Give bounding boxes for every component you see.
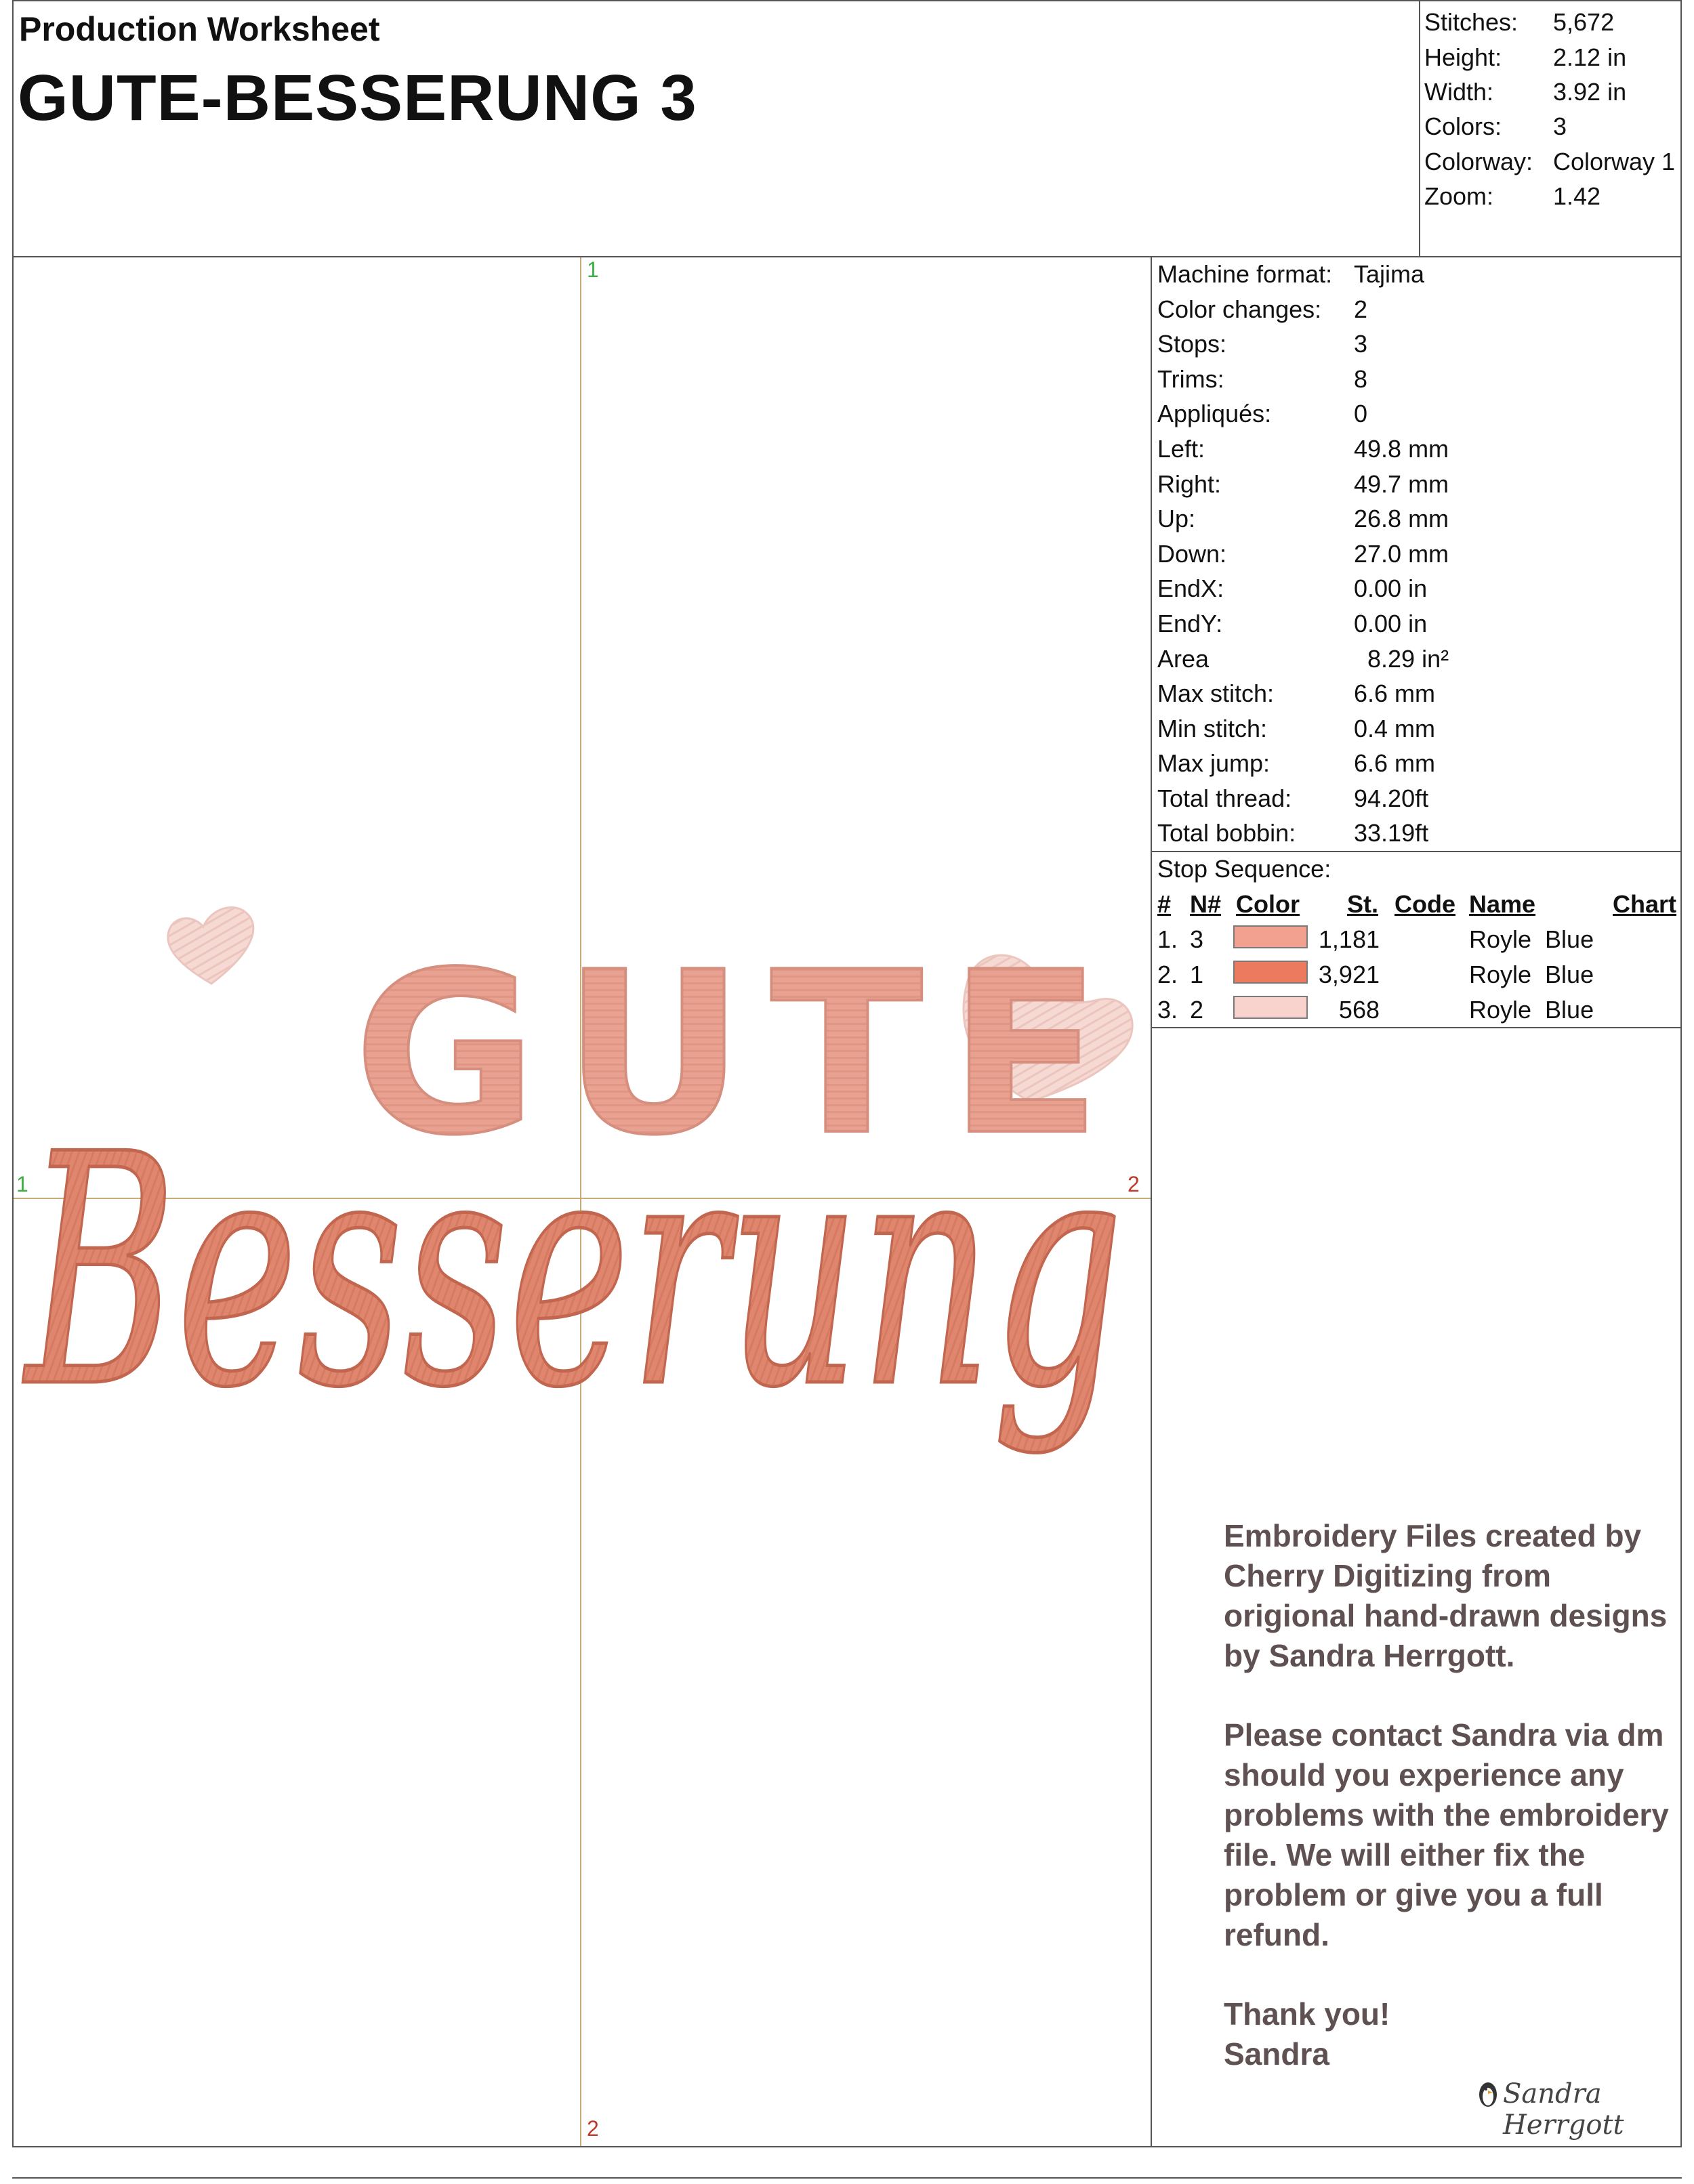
summary-label: Stitches:: [1424, 8, 1519, 36]
detail-value: 0: [1354, 400, 1368, 427]
row-stitches: 1,181: [1318, 925, 1380, 953]
summary-divider: [1419, 0, 1420, 257]
panel-divider: [1151, 256, 1152, 2147]
row-num: 2.: [1157, 961, 1178, 988]
detail-value: 94.20ft: [1354, 784, 1429, 812]
detail-label: Max jump:: [1157, 749, 1270, 777]
col-header-code: Code: [1395, 890, 1455, 918]
guide-label-top: 1: [587, 257, 599, 282]
note-name: Sandra: [1224, 2036, 1329, 2072]
penguin-icon: [1474, 2076, 1502, 2109]
signature: Sandra Herrgott: [1503, 2078, 1624, 2141]
summary-value: 3.92 in: [1553, 78, 1627, 106]
col-header-num: #: [1157, 890, 1172, 918]
col-header-color: Color: [1236, 890, 1300, 918]
detail-label: Up:: [1157, 505, 1196, 532]
detail-label: Right:: [1157, 470, 1222, 498]
detail-label: Color changes:: [1157, 295, 1322, 323]
detail-value: 49.7 mm: [1354, 470, 1449, 498]
color-swatch: [1233, 996, 1308, 1019]
summary-label: Zoom:: [1424, 182, 1494, 210]
detail-value: 2: [1354, 295, 1368, 323]
detail-value: 8.29 in²: [1354, 645, 1449, 673]
note-block: [1224, 1516, 1671, 2074]
detail-label: Machine format:: [1157, 260, 1333, 288]
summary-value: 2.12 in: [1553, 43, 1627, 71]
row-thread-name: Royle Blue: [1469, 925, 1594, 953]
detail-label: Max stitch:: [1157, 679, 1275, 707]
col-header-chart: Chart: [1613, 890, 1677, 918]
summary-value: 1.42: [1553, 182, 1601, 210]
row-num: 3.: [1157, 996, 1178, 1024]
detail-value: 6.6 mm: [1354, 749, 1436, 777]
heart-left-icon: [168, 908, 253, 984]
row-num: 1.: [1157, 925, 1178, 953]
detail-value: 26.8 mm: [1354, 505, 1449, 532]
detail-value: 0.00 in: [1354, 574, 1428, 602]
detail-label: Total bobbin:: [1157, 819, 1296, 847]
detail-value: 3: [1354, 330, 1368, 358]
detail-label: Trims:: [1157, 365, 1224, 393]
detail-value: 0.4 mm: [1354, 715, 1436, 742]
stop-sequence-title: Stop Sequence:: [1157, 855, 1331, 883]
summary-label: Colors:: [1424, 112, 1502, 140]
summary-value: 5,672: [1553, 8, 1615, 36]
row-needle: 3: [1190, 925, 1204, 953]
besserung-wordmark: Besserung: [22, 1087, 1124, 1457]
detail-value: 6.6 mm: [1354, 679, 1436, 707]
stop-bottom-rule: [1151, 1027, 1682, 1028]
detail-value: 33.19ft: [1354, 819, 1429, 847]
guide-label-left: 1: [16, 1172, 28, 1196]
summary-label: Height:: [1424, 43, 1502, 71]
summary-label: Width:: [1424, 78, 1494, 106]
gute-wordmark: GUTE: [354, 924, 1128, 1184]
detail-value: 27.0 mm: [1354, 540, 1449, 568]
summary-value: 3: [1553, 112, 1567, 140]
frame-right: [1680, 0, 1682, 2147]
col-header-name: Name: [1469, 890, 1536, 918]
row-stitches: 568: [1338, 996, 1380, 1024]
detail-label: Total thread:: [1157, 784, 1292, 812]
detail-value: 0.00 in: [1354, 610, 1428, 637]
details-bottom-rule: [1151, 851, 1682, 852]
row-thread-name: Royle Blue: [1469, 996, 1594, 1024]
detail-value: Tajima: [1354, 260, 1425, 288]
color-swatch: [1233, 925, 1308, 948]
col-header-n: N#: [1190, 890, 1222, 918]
guide-label-bottom: 2: [587, 2116, 599, 2141]
note-paragraph: Embroidery Files created by Cherry Digitizing from origional hand-drawn designs by Sandra Herrgott.: [1224, 1518, 1668, 1673]
detail-label: Appliqués:: [1157, 400, 1272, 427]
guide-label-right: 2: [1128, 1172, 1140, 1196]
note-paragraph: Please contact Sandra via dm should you experience any problems with the embroidery file. We will either fix the problem or give you a full refund.: [1224, 1717, 1669, 1952]
detail-value: 49.8 mm: [1354, 435, 1449, 463]
detail-label: EndY:: [1157, 610, 1223, 637]
summary-value: Colorway 1: [1553, 148, 1676, 175]
detail-label: Stops:: [1157, 330, 1227, 358]
detail-label: Area: [1157, 645, 1210, 673]
color-swatch: [1233, 961, 1308, 984]
row-thread-name: Royle Blue: [1469, 961, 1594, 988]
row-needle: 2: [1190, 996, 1204, 1024]
note-thanks: Thank you!: [1224, 1996, 1390, 2032]
footer-rule: [12, 2146, 1682, 2147]
detail-label: Min stitch:: [1157, 715, 1268, 742]
detail-label: Left:: [1157, 435, 1205, 463]
detail-value: 8: [1354, 365, 1368, 393]
col-header-st: St.: [1347, 890, 1379, 918]
detail-label: Down:: [1157, 540, 1227, 568]
row-needle: 1: [1190, 961, 1204, 988]
doc-label: Production Worksheet: [19, 10, 380, 48]
design-title: GUTE-BESSERUNG 3: [18, 62, 697, 134]
summary-label: Colorway:: [1424, 148, 1533, 175]
detail-label: EndX:: [1157, 574, 1224, 602]
row-stitches: 3,921: [1318, 961, 1380, 988]
bottom-rule: [12, 2177, 1682, 2179]
